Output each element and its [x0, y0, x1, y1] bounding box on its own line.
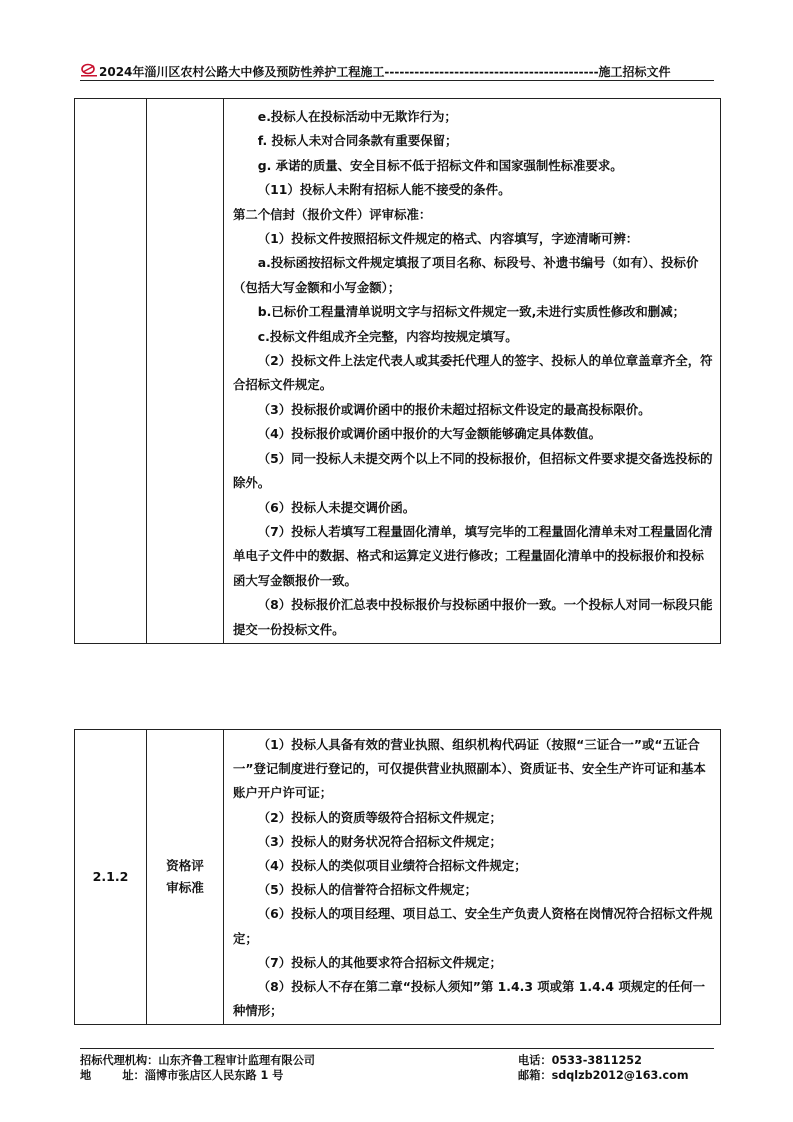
criteria-cell — [224, 99, 721, 644]
email-address: sdqlzb2012@163.com — [551, 1069, 689, 1082]
criteria-paragraph: f. 投标人未对合同条款有重要保留； — [257, 133, 458, 149]
page-header — [80, 60, 714, 82]
criteria-paragraph: （6）投标人未提交调价函。 — [257, 499, 416, 515]
agency-name: 山东齐鲁工程审计监理有限公司 — [158, 1054, 315, 1067]
criteria-paragraph: （5）投标人的信誉符合招标文件规定； — [257, 882, 478, 898]
criteria-paragraph: （6）投标人的项目经理、项目总工、安全生产负责人资格在岗情况符合招标文件规定； — [233, 906, 713, 946]
criteria-paragraph: （4）投标报价或调价函中报价的大写金额能够确定具体数值。 — [257, 426, 601, 442]
page-footer — [80, 1053, 720, 1083]
footer-divider — [80, 1048, 714, 1049]
criteria-paragraph: a.投标函按招标文件规定填报了项目名称、标段号、补遗书编号（如有）、投标价（包括大写金额和小写金额）； — [233, 255, 699, 295]
criteria-paragraph: （7）投标人若填写工程量固化清单，填写完毕的工程量固化清单未对工程量固化清单电子文件中的数据、格式和运算定义进行修改；工程量固化清单中的投标报价和投标函大写金额报价一致。 — [233, 523, 713, 588]
criteria-table-continued — [74, 98, 721, 644]
criteria-paragraph: （1）投标文件按照招标文件规定的格式、内容填写，字迹清晰可辨： — [257, 231, 639, 247]
criteria-paragraph: c.投标文件组成齐全完整，内容均按规定填写。 — [257, 328, 518, 344]
phone-label: 电话： — [518, 1054, 552, 1067]
item-cell — [147, 99, 224, 644]
item-name-label: 资格评审标准 — [166, 858, 204, 896]
criteria-cell — [224, 730, 721, 1025]
company-logo-icon — [80, 63, 98, 79]
criteria-paragraph: （11）投标人未附有招标人能不接受的条件。 — [257, 182, 511, 198]
address-label: 地 址： — [80, 1069, 145, 1082]
criteria-paragraph: （8）投标报价汇总表中投标报价与投标函中报价一致。一个投标人对同一标段只能提交一份投标文件。 — [233, 597, 713, 637]
qualification-table — [74, 729, 721, 1025]
criteria-paragraph: e.投标人在投标活动中无欺诈行为； — [257, 109, 457, 124]
table-row — [75, 730, 721, 1025]
criteria-paragraph: （2）投标文件上法定代表人或其委托代理人的签字、投标人的单位章盖章齐全，符合招标文件规定。 — [233, 353, 713, 393]
criteria-paragraph: （3）投标报价或调价函中的报价未超过招标文件设定的最高投标限价。 — [257, 401, 651, 417]
criteria-text — [224, 730, 720, 1024]
criteria-paragraph: 第二个信封（报价文件）评审标准： — [233, 206, 432, 222]
email-label: 邮箱： — [518, 1069, 552, 1082]
criteria-text — [224, 99, 720, 643]
header-divider — [80, 80, 714, 81]
item-name — [147, 730, 224, 1025]
table-row — [75, 99, 721, 644]
clause-cell — [75, 99, 147, 644]
criteria-paragraph: （4）投标人的类似项目业绩符合招标文件规定； — [257, 858, 527, 874]
criteria-paragraph: （5）同一投标人未提交两个以上不同的投标报价，但招标文件要求提交备选投标的除外。 — [233, 450, 713, 491]
clause-number: 2.1.2 — [75, 730, 147, 1025]
address-value: 淄博市张店区人民东路 1 号 — [144, 1069, 284, 1082]
criteria-paragraph: g. 承诺的质量、安全目标不低于招标文件和国家强制性标准要求。 — [257, 157, 623, 173]
criteria-paragraph: b.已标价工程量清单说明文字与招标文件规定一致,未进行实质性修改和删减； — [257, 304, 685, 320]
criteria-paragraph: （1）投标人具备有效的营业执照、组织机构代码证（按照“三证合一”或“五证合一”登记制度进行登记的，可仅提供营业执照副本）、资质证书、安全生产许可证和基本账户开户许可证； — [233, 737, 706, 801]
criteria-paragraph: （2）投标人的资质等级符合招标文件规定； — [257, 809, 502, 825]
agency-label: 招标代理机构： — [80, 1054, 159, 1067]
phone-number: 0533-3811252 — [551, 1054, 642, 1067]
header-title: 2024年淄川区农村公路大中修及预防性养护工程施工-------------------------------------------施工招标文件 — [99, 64, 671, 79]
criteria-paragraph: （8）投标人不存在第二章“投标人须知”第 1.4.3 项或第 1.4.4 项规定的任何一种情形； — [233, 979, 706, 1019]
criteria-paragraph: （3）投标人的财务状况符合招标文件规定； — [257, 833, 502, 849]
criteria-paragraph: （7）投标人的其他要求符合招标文件规定； — [257, 954, 502, 970]
